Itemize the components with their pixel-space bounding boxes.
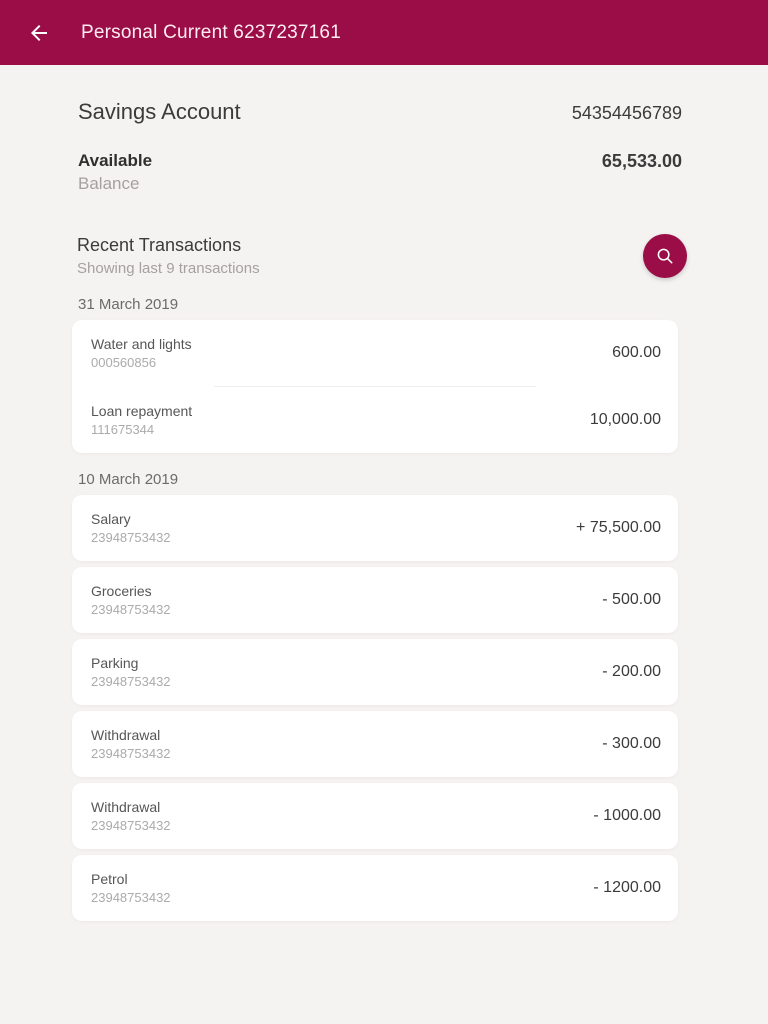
- transaction-reference: 23948753432: [91, 530, 171, 545]
- transaction-card: [72, 711, 678, 777]
- transaction-group: [0, 471, 768, 921]
- transactions-subtitle: Showing last 9 transactions: [77, 260, 260, 277]
- transaction-amount: - 200.00: [602, 663, 661, 680]
- transactions-header: [0, 234, 768, 278]
- transaction-row[interactable]: [72, 320, 678, 386]
- transaction-row-labels: [91, 871, 171, 905]
- transaction-row-labels: [91, 336, 192, 370]
- search-icon: [654, 245, 676, 267]
- transaction-card: [72, 320, 678, 453]
- transaction-card: [72, 855, 678, 921]
- transaction-card: [72, 639, 678, 705]
- account-name: Savings Account: [78, 99, 241, 124]
- transaction-row-labels: [91, 655, 171, 689]
- transaction-row-labels: [91, 583, 171, 617]
- app-header: [0, 0, 768, 65]
- transaction-name: Withdrawal: [91, 727, 161, 743]
- transaction-row-labels: [91, 727, 171, 761]
- transaction-row[interactable]: [72, 495, 678, 561]
- back-arrow-icon: [27, 21, 51, 45]
- transactions-title: Recent Transactions: [77, 235, 242, 255]
- transaction-group-date: 10 March 2019: [78, 471, 179, 488]
- available-label: Available: [78, 151, 153, 170]
- transaction-row-labels: [91, 403, 192, 437]
- available-balance-value: 65,533.00: [601, 151, 682, 171]
- balance-label: Balance: [78, 174, 140, 193]
- transaction-amount: 10,000.00: [589, 411, 661, 428]
- transaction-reference: 23948753432: [91, 602, 171, 617]
- transaction-row[interactable]: [72, 567, 678, 633]
- account-number: 54354456789: [571, 103, 682, 123]
- transaction-card: [72, 567, 678, 633]
- transaction-cards: [72, 320, 678, 453]
- transaction-group-date: 31 March 2019: [78, 296, 179, 313]
- transaction-card: [72, 783, 678, 849]
- transaction-row-labels: [91, 511, 171, 545]
- transaction-amount: - 1200.00: [593, 879, 661, 896]
- transaction-name: Loan repayment: [91, 403, 193, 419]
- transaction-row[interactable]: [72, 711, 678, 777]
- transaction-list: [0, 296, 768, 941]
- page-title: Personal Current 6237237161: [81, 21, 341, 43]
- account-summary: [0, 65, 768, 194]
- transaction-amount: + 75,500.00: [576, 519, 661, 536]
- transaction-row-labels: [91, 799, 171, 833]
- transaction-amount: 600.00: [612, 344, 661, 361]
- search-button[interactable]: [643, 234, 687, 278]
- transaction-reference: 111675344: [91, 422, 155, 437]
- transaction-row[interactable]: [72, 639, 678, 705]
- transaction-name: Parking: [91, 655, 139, 671]
- transaction-reference: 23948753432: [91, 890, 171, 905]
- transaction-name: Water and lights: [91, 336, 192, 352]
- transaction-name: Groceries: [91, 583, 152, 599]
- transaction-cards: [72, 495, 678, 921]
- transaction-name: Salary: [91, 511, 131, 527]
- transaction-row[interactable]: [72, 387, 678, 453]
- transaction-reference: 23948753432: [91, 746, 171, 761]
- transaction-card: [72, 495, 678, 561]
- transaction-group: [0, 296, 768, 453]
- transaction-row[interactable]: [72, 783, 678, 849]
- transaction-amount: - 500.00: [602, 591, 661, 608]
- transaction-amount: - 1000.00: [593, 807, 661, 824]
- transaction-reference: 23948753432: [91, 818, 171, 833]
- transaction-name: Petrol: [91, 871, 128, 887]
- back-button[interactable]: [25, 19, 53, 47]
- transaction-row[interactable]: [72, 855, 678, 921]
- transaction-reference: 23948753432: [91, 674, 171, 689]
- transaction-amount: - 300.00: [602, 735, 661, 752]
- transaction-reference: 000560856: [91, 355, 157, 370]
- transaction-name: Withdrawal: [91, 799, 161, 815]
